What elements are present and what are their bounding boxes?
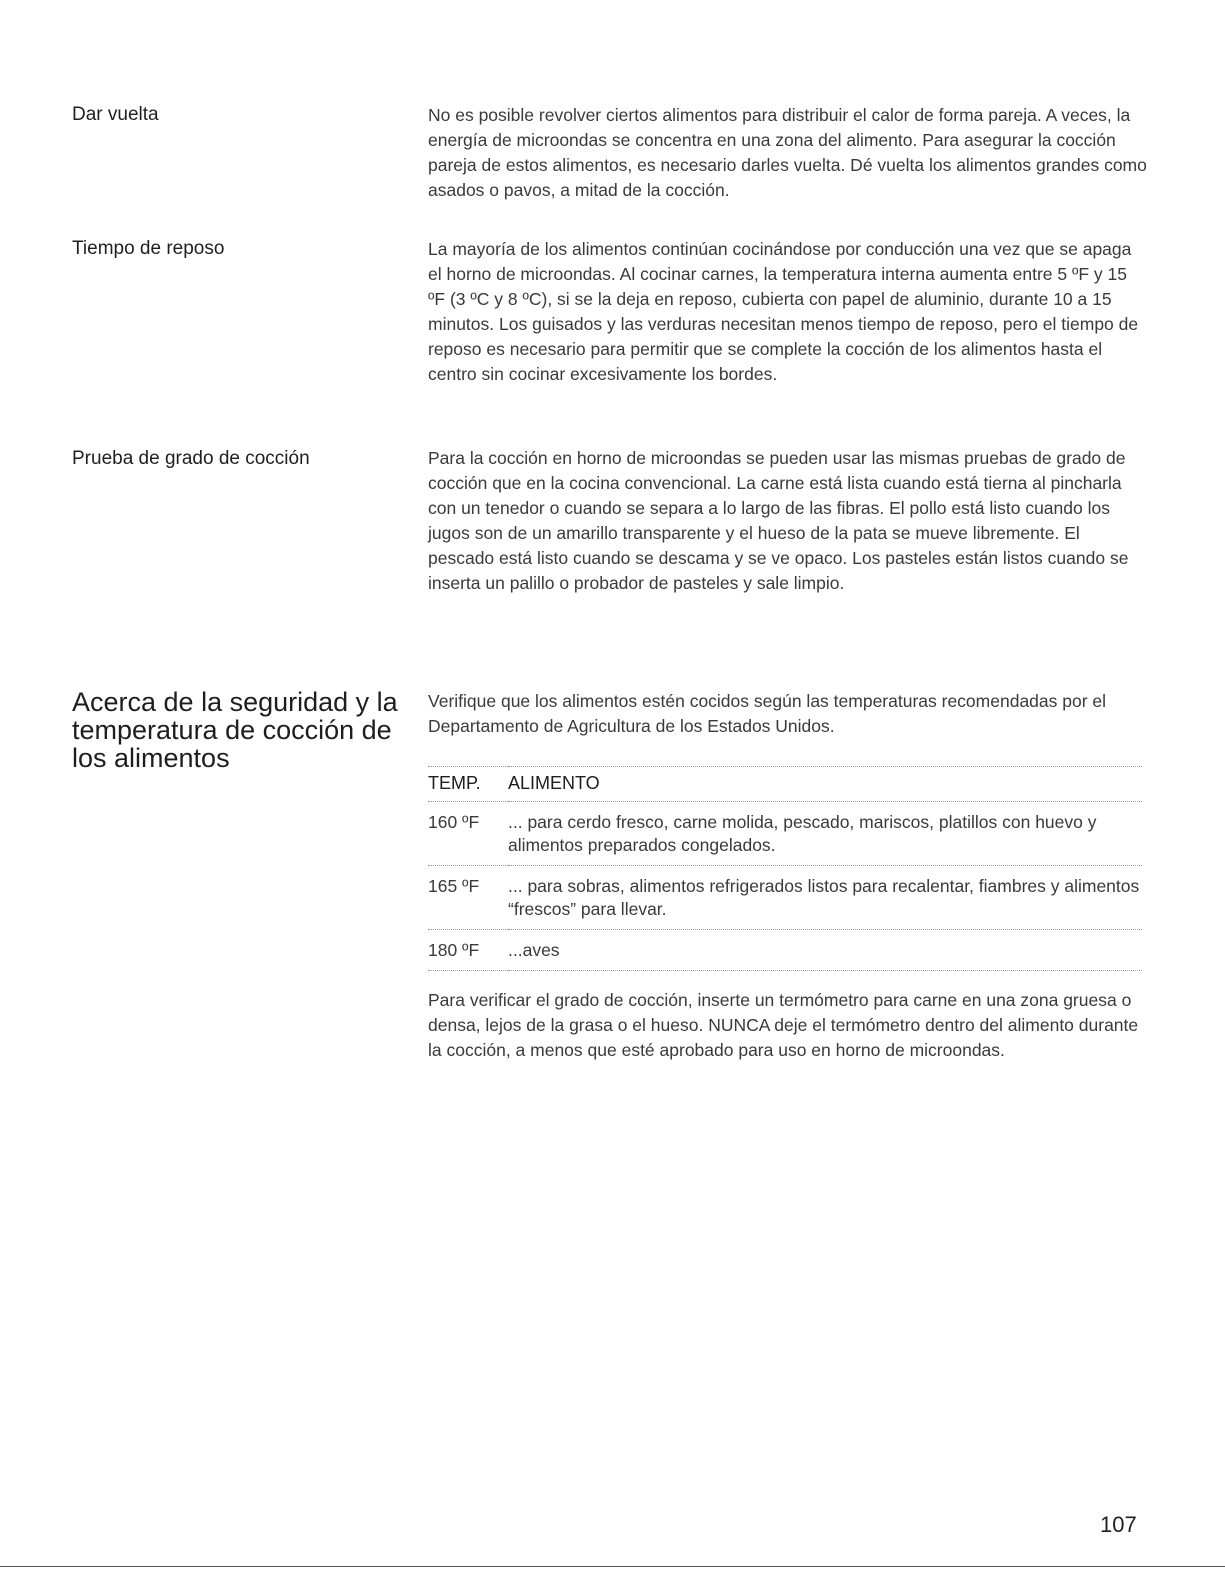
temperature-table — [428, 766, 1142, 971]
section-title: Acerca de la seguridad y la temperatura de cocción de los alimentos — [72, 687, 398, 773]
desc-tiempo-de-reposo: La mayoría de los alimentos continúan cocinándose por conducción una vez que se apaga el horno de microondas. Al cocinar carnes, la temperatura interna aumenta entre 5 ºF y 15 ºF (3 ºC y 8 ºC), si se la deja en reposo, cubierta con papel de aluminio, durante 10 a 15 minutos. Los guisados y las verduras necesitan menos tiempo de reposo, pero el tiempo de reposo es necesario para permitir que se complete la cocción de los alimentos hasta el centro sin cocinar excesivamente los bordes. — [428, 239, 1139, 384]
header-food: ALIMENTO — [508, 767, 1142, 802]
desc-prueba-de-grado: Para la cocción en horno de microondas se pueden usar las mismas pruebas de grado de cocción que en la cocina convencional. La carne está lista cuando está tierna al pincharla con un tenedor o cuando se separa a lo largo de las fibras. El pollo está listo cuando los jugos son de un amarillo transparente y el hueso de la pata se mueve libremente. El pescado está listo cuando se descama y se ve opaco. Los pasteles están listos cuando se inserta un palillo o probador de pasteles y sale limpio. — [428, 448, 1129, 593]
food-cell: ...aves — [508, 930, 1142, 971]
page-number: 107 — [1100, 1512, 1137, 1537]
term-tiempo-de-reposo: Tiempo de reposo — [72, 238, 225, 259]
term-prueba-de-grado: Prueba de grado de cocción — [72, 448, 310, 469]
food-cell: ... para sobras, alimentos refrigerados listos para recalentar, fiambres y alimentos “frescos” para llevar. — [508, 866, 1142, 930]
temp-cell: 165 ºF — [428, 866, 508, 930]
bottom-rule — [0, 1566, 1225, 1567]
table-row — [428, 802, 1142, 866]
temp-cell: 160 ºF — [428, 802, 508, 866]
term-dar-vuelta: Dar vuelta — [72, 104, 159, 125]
table-row — [428, 866, 1142, 930]
food-cell: ... para cerdo fresco, carne molida, pescado, mariscos, platillos con huevo y alimentos preparados congelados. — [508, 802, 1142, 866]
section-intro: Verifique que los alimentos estén cocidos según las temperaturas recomendadas por el Departamento de Agricultura de los Estados Unidos. — [428, 691, 1107, 736]
section-outro: Para verificar el grado de cocción, inserte un termómetro para carne en una zona gruesa o densa, lejos de la grasa o el hueso. NUNCA deje el termómetro dentro del alimento durante la cocción, a menos que esté aprobado para uso en horno de microondas. — [428, 990, 1139, 1060]
table-row — [428, 930, 1142, 971]
desc-dar-vuelta: No es posible revolver ciertos alimentos para distribuir el calor de forma pareja. A veces, la energía de microondas se concentra en una zona del alimento. Para asegurar la cocción pareja de estos alimentos, es necesario darles vuelta. Dé vuelta los alimentos grandes como asados o pavos, a mitad de la cocción. — [428, 105, 1147, 200]
temp-cell: 180 ºF — [428, 930, 508, 971]
header-temp: TEMP. — [428, 767, 508, 802]
table-header-row — [428, 767, 1142, 802]
